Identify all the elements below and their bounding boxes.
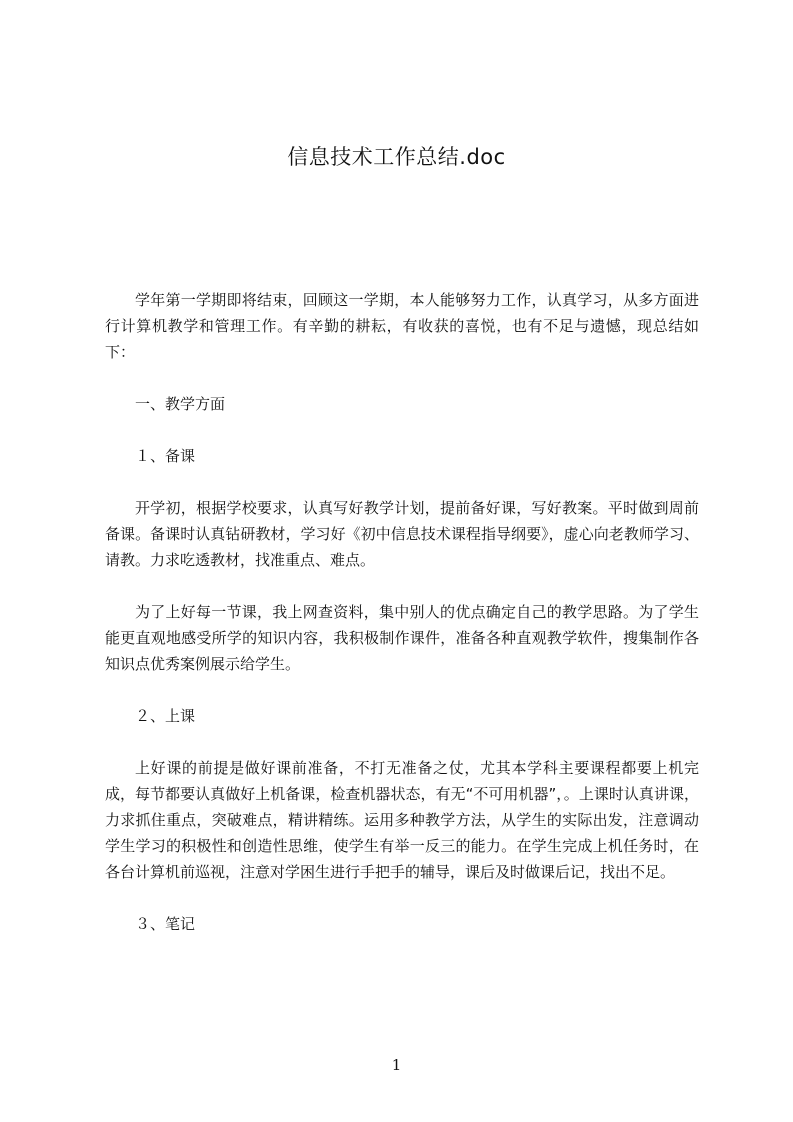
document-title: 信息技术工作总结.doc	[287, 145, 506, 169]
class-paragraph: 上好课的前提是做好课前准备，不打无准备之仗，尤其本学科主要课程都要上机完成，每节都要认真做好上机备课，检查机器状态，有无“不可用机器”，。上课时认真讲课，力求抓住重点，突破难点，精讲精练。运用多种教学方法，从学生的实际出发，注意调动学生学习的积极性和创造性思维，使学生有举一反三的能力。在学生完成上机任务时，在各台计算机前巡视，注意对学困生进行手把手的辅导，课后及时做课后记，找出不足。	[105, 759, 699, 881]
subheading-notes: ３、笔记	[135, 915, 196, 933]
courseware-paragraph: 为了上好每一节课，我上网查资料，集中别人的优点确定自己的教学思路。为了学生能更直观地感受所学的知识内容，我积极制作课件，准备各种直观教学软件，搜集制作各知识点优秀案例展示给学生。	[105, 603, 699, 673]
page-number: 1	[391, 1056, 402, 1074]
lesson-prep-paragraph: 开学初，根据学校要求，认真写好教学计划，提前备好课，写好教案。平时做到周前备课。备课时认真钻研教材，学习好《初中信息技术课程指导纲要》，虚心向老教师学习、请教。力求吃透教材，找准重点、难点。	[105, 499, 699, 569]
document-body	[105, 287, 699, 963]
subheading-class: ２、上课	[135, 707, 196, 725]
intro-paragraph: 学年第一学期即将结束，回顾这一学期，本人能够努力工作，认真学习，从多方面进行计算机教学和管理工作。有辛勤的耕耘，有收获的喜悦，也有不足与遗憾，现总结如下：	[105, 291, 699, 361]
section-heading-teaching: 一、教学方面	[135, 395, 226, 413]
subheading-lesson-prep: １、备课	[135, 447, 196, 465]
